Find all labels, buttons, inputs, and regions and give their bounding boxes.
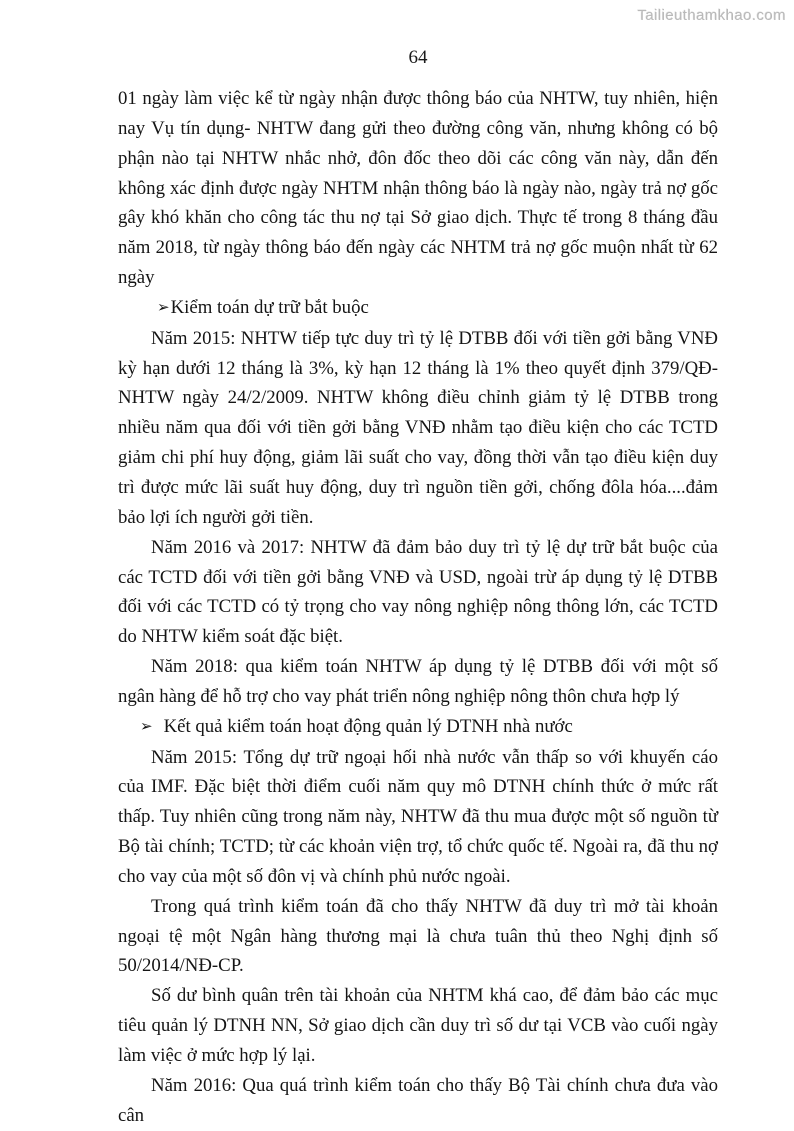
page-number: 64 (408, 47, 428, 68)
paragraph: Số dư bình quân trên tài khoản của NHTM khá cao, để đảm bảo các mục tiêu quản lý DTNH NN, Sở giao dịch cần duy trì số dư tại VCB vào cuối ngày làm việc ở mức hợp lý lại. (118, 985, 718, 1066)
bullet-label: Kết quả kiểm toán hoạt động quản lý DTNH nhà nước (163, 715, 573, 737)
site-watermark: Tailieuthamkhao.com (637, 7, 786, 24)
bullet-label: Kiểm toán dự trữ bắt buộc (170, 296, 369, 318)
arrow-bullet-icon: ➢ (157, 297, 170, 316)
bullet-item (118, 712, 718, 743)
arrow-bullet-icon: ➢ (140, 716, 153, 735)
paragraph: 01 ngày làm việc kể từ ngày nhận được thông báo của NHTW, tuy nhiên, hiện nay Vụ tín dụng- NHTW đang gửi theo đường công văn, nhưng không có bộ phận nào tại NHTW nhắc nhở, đôn đốc theo dõi các công văn này, dẫn đến không xác định được ngày NHTM nhận thông báo là ngày nào, ngày trả nợ gốc gây khó khăn cho công tác thu nợ tại Sở giao dịch. Thực tế trong 8 tháng đầu năm 2018, từ ngày thông báo đến ngày các NHTM trả nợ gốc muộn nhất từ 62 ngày (118, 88, 718, 289)
paragraph: Trong quá trình kiểm toán đã cho thấy NHTW đã duy trì mở tài khoản ngoại tệ một Ngân hàng thương mại là chưa tuân thủ theo Nghị định số 50/2014/NĐ-CP. (118, 895, 718, 977)
document-body (118, 84, 718, 1131)
paragraph: Năm 2018: qua kiểm toán NHTW áp dụng tỷ lệ DTBB đối với một số ngân hàng để hỗ trợ cho vay phát triển nông nghiệp nông thôn chưa hợp lý (118, 656, 718, 707)
paragraph: Năm 2016 và 2017: NHTW đã đảm bảo duy trì tỷ lệ dự trữ bắt buộc của các TCTD đối với tiền gởi bằng VNĐ và USD, ngoài trừ áp dụng tỷ lệ DTBB đối với các TCTD có tỷ trọng cho vay nông nghiệp nông thông lớn, các TCTD do NHTW kiểm soát đặc biệt. (118, 536, 718, 648)
paragraph: Năm 2015: Tổng dự trữ ngoại hối nhà nước vẫn thấp so với khuyến cáo của IMF. Đặc biệt thời điểm cuối năm quy mô DTNH chính thức ở mức rất thấp. Tuy nhiên cũng trong năm này, NHTW đã thu mua được một số nguồn từ Bộ tài chính; TCTD; từ các khoản viện trợ, tổ chức quốc tế. Ngoài ra, đã thu nợ cho vay của một số đôn vị và chính phủ nước ngoài. (118, 746, 718, 887)
paragraph: Năm 2016: Qua quá trình kiểm toán cho thấy Bộ Tài chính chưa đưa vào cân (118, 1074, 718, 1126)
bullet-item (118, 293, 718, 324)
paragraph: Năm 2015: NHTW tiếp tực duy trì tỷ lệ DTBB đối với tiền gởi bằng VNĐ kỳ hạn dưới 12 tháng là 3%, kỳ hạn 12 tháng là 1% theo quyết định 379/QĐ-NHTW ngày 24/2/2009. NHTW không điều chỉnh giảm tỷ lệ DTBB trong nhiều năm qua đối với tiền gởi bằng VNĐ nhằm tạo điều kiện cho các TCTD giảm chi phí huy động, giảm lãi suất cho vay, đồng thời vẫn tạo điều kiện duy trì được mức lãi suất huy động, duy trì nguồn tiền gởi, chống đôla hóa....đảm bảo lợi ích người gởi tiền. (118, 327, 718, 528)
